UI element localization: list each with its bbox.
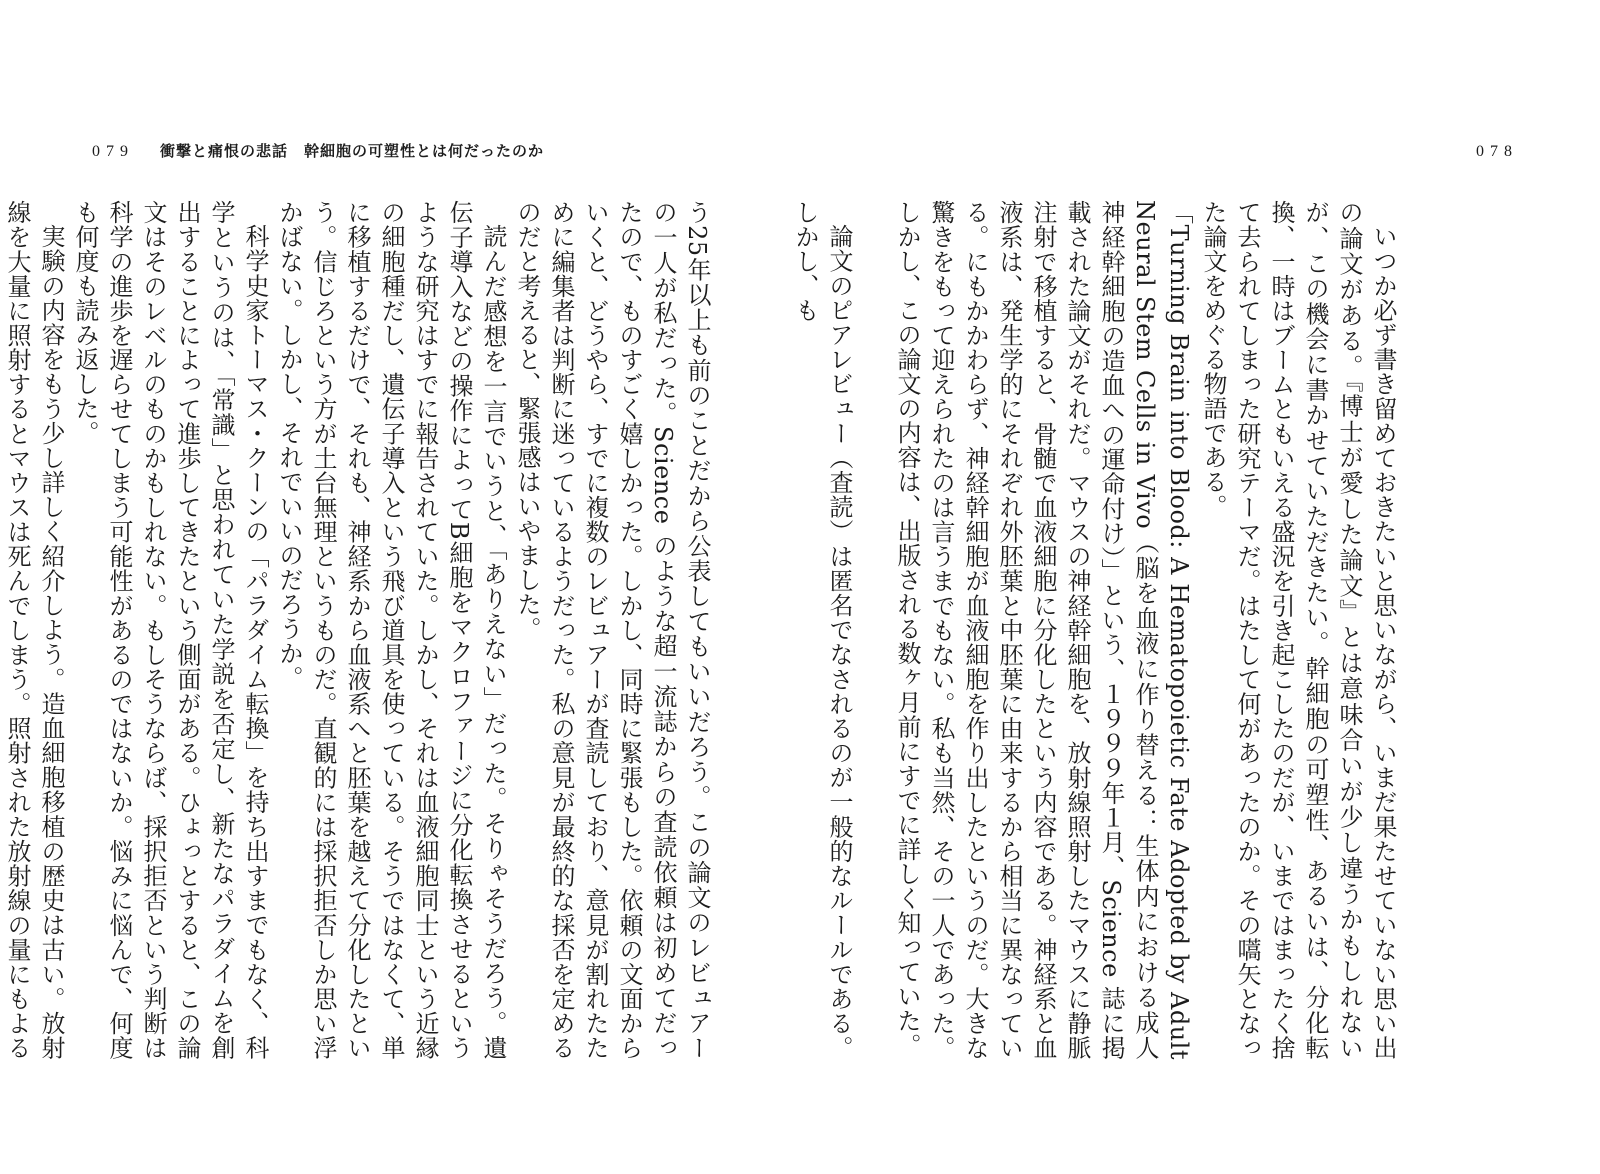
left-page-body <box>3 200 714 1061</box>
paragraph: 論文のピアレビュー（査読）は匿名でなされるのが一般的なルールである。しかし、も <box>791 200 853 1060</box>
paragraph: う25年以上も前のことだから公表してもいいだろう。この論文のレビュアーの一人が私だった。Science のような超一流誌からの査読依頼は初めてだったので、ものすごく嬉しかった。しかし、同時に緊張もした。依頼の文面からいくと、どうやら、すでに複数のレビュアーが査読しており、意見が割れたために編集者は判断に迷っているようだった。私の意見が最終的な採否を定めるのだと考えると、緊張感はいやました。 <box>513 200 711 1060</box>
right-page-body <box>791 200 1400 1061</box>
right-page-header <box>1476 142 1518 161</box>
left-page-number: 079 <box>92 143 134 160</box>
paragraph-spacer <box>856 200 890 1060</box>
paragraph: 実験の内容をもう少し詳しく紹介しよう。造血細胞移植の歴史は古い。放射線を大量に照射するとマウスは死んでしまう。照射された放射線の量にもよる <box>3 200 65 1060</box>
paragraph: 「Turning Brain into Blood: A Hematopoietic Fate Adopted by Adult Neural Stem Cells in Vivo（脳を血液に作り替える：生体内における成人神経幹細胞の造血への運命付け）」という、１９９９年１月、Science 誌に掲載された論文がそれだ。マウスの神経幹細胞を、放射線照射したマウスに静脈注射で移植すると、骨髄で血液細胞に分化したという内容である。神経系と血液系は、発生学的にそれぞれ外胚葉と中胚葉に由来するから相当に異なっている。にもかかわらず、神経幹細胞が血液細胞を作り出したというのだ。大きな驚きをもって迎えられたのは言うまでもない。私も当然、その一人であった。しかし、この論文の内容は、出版される数ヶ月前にすでに詳しく知っていた。 <box>893 200 1193 1060</box>
running-title: 衝撃と痛恨の悲話 幹細胞の可塑性とは何だったのか <box>160 142 545 160</box>
paragraph: 読んだ感想を一言でいうと、「ありえない」だった。そりゃそうだろう。遺伝子導入などの操作によってB細胞をマクロファージに分化転換させるというような研究はすでに報告されていた。しかし、それは血液細胞同士という近縁の細胞種だし、遺伝子導入という飛び道具を使っている。そうではなくて、単に移植するだけで、それも、神経系から血液系へと胚葉を越えて分化したという。信じろという方が土台無理というものだ。直観的には採択拒否しか思い浮かばない。しかし、それでいいのだろうか。 <box>275 200 507 1060</box>
paragraph: いつか必ず書き留めておきたいと思いながら、いまだ果たせていない思い出の論文がある。『博士が愛した論文』とは意味合いが少し違うかもしれないが、この機会に書かせていただきたい。幹細胞の可塑性、あるいは、分化転換、一時はブームともいえる盛況を引き起こしたのだが、いまではまったく捨て去られてしまった研究テーマだ。はたして何があったのか。その嚆矢となった論文をめぐる物語である。 <box>1199 200 1397 1061</box>
left-page-header <box>92 142 544 161</box>
right-page-number: 078 <box>1476 143 1518 160</box>
paragraph: 科学史家トーマス・クーンの「パラダイム転換」を持ち出すまでもなく、科学というのは、「常識」と思われていた学説を否定し、新たなパラダイムを創出することによって進歩してきたという側面がある。ひょっとすると、この論文はそのレベルのものかもしれない。もしそうならば、採択拒否という判断は科学の進歩を遅らせてしまう可能性があるのではないか。悩みに悩んで、何度も何度も読み返した。 <box>71 200 269 1061</box>
